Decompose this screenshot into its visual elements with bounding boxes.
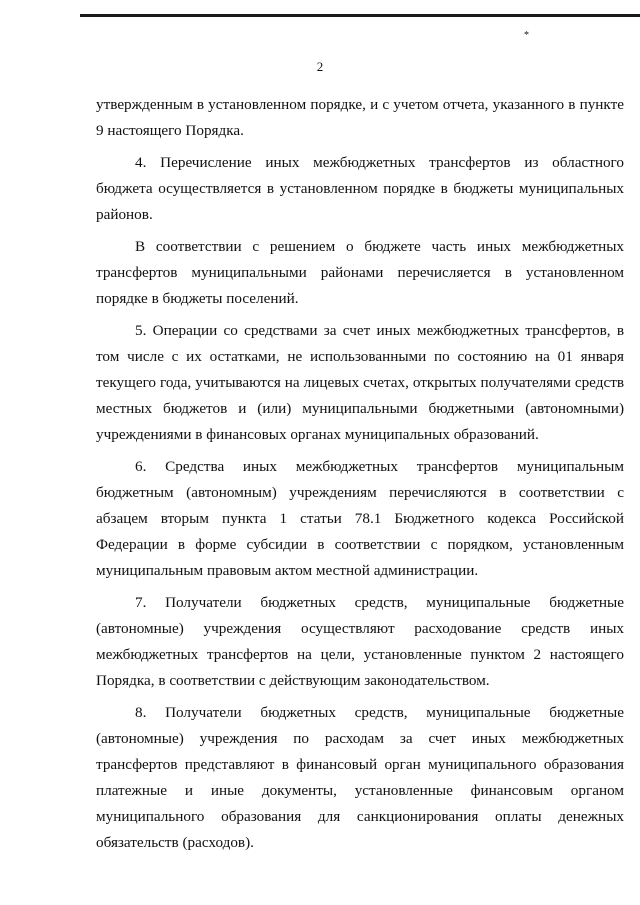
scan-speck-mark: *: [524, 30, 529, 41]
paragraph-item-7: 7. Получатели бюджетных средств, муниципальные бюджетные (автономные) учреждения осуществляют расходование средств иных межбюджетных трансфертов на цели, установленные пунктом 2 настоящего Порядка, в соответствии с действующим законодательством.: [96, 594, 624, 689]
top-scan-border: [80, 14, 640, 17]
paragraph-item-5: 5. Операции со средствами за счет иных межбюджетных трансфертов, в том числе с их остатками, не использованными по состоянию на 01 января текущего года, учитываются на лицевых счетах, открытых получателями средств местных бюджетов и (или) муниципальными бюджетными (автономными) учреждениями в финансовых органах муниципальных образований.: [96, 322, 624, 443]
page-number: 2: [316, 59, 324, 74]
paragraph-item-8: 8. Получатели бюджетных средств, муниципальные бюджетные (автономные) учреждения по расходам за счет иных межбюджетных трансфертов представляют в финансовый орган муниципального образования платежные и иные документы, установленные финансовым органом муниципального образования для санкционирования оплаты денежных обязательств (расходов).: [96, 704, 624, 851]
paragraph-item-4: 4. Перечисление иных межбюджетных трансфертов из областного бюджета осуществляется в установленном порядке в бюджеты муниципальных районов.: [96, 154, 624, 223]
document-body: [96, 92, 624, 862]
paragraph-continuation: утвержденным в установленном порядке, и с учетом отчета, указанного в пункте 9 настоящего Порядка.: [96, 96, 624, 139]
paragraph-item-6: 6. Средства иных межбюджетных трансфертов муниципальным бюджетным (автономным) учреждениям перечисляются в соответствии с абзацем вторым пункта 1 статьи 78.1 Бюджетного кодекса Российской Федерации в форме субсидии в соответствии с порядком, установленным муниципальным правовым актом местной администрации.: [96, 458, 624, 579]
paragraph-budget-decision: В соответствии с решением о бюджете часть иных межбюджетных трансфертов муниципальными районами перечисляется в установленном порядке в бюджеты поселений.: [96, 238, 624, 307]
